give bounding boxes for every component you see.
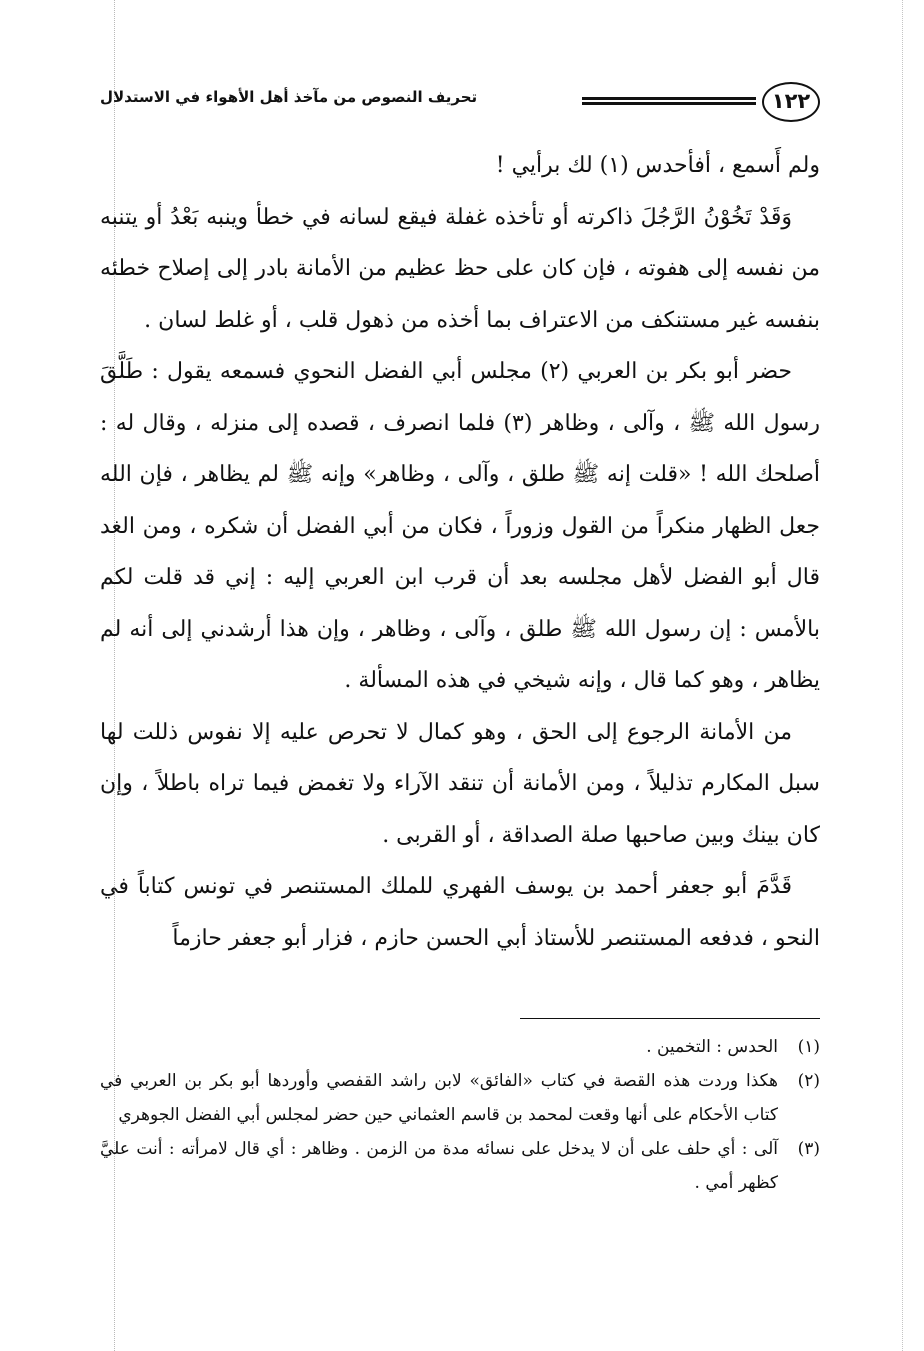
footnotes (100, 1030, 820, 1200)
paragraph: من الأمانة الرجوع إلى الحق ، وهو كمال لا تحرص عليه إلا نفوس ذللت لها سبل المكارم تذليلاً ، ومن الأمانة أن تنقد الآراء ولا تغمض فيما تراه باطلاً ، وإن كان بينك وبين صاحبها صلة الصداقة ، أو القربى . (100, 719, 820, 848)
book-page (100, 70, 820, 1290)
footnote-separator (520, 1018, 820, 1019)
footnote-text: الحدس : التخمين . (646, 1037, 778, 1057)
header-rule (582, 97, 756, 100)
footnote-text: آلى : أي حلف على أن لا يدخل على نسائه مدة من الزمن . وظاهر : أي قال لامرأته : أنت عليَّ كظهر أمي . (100, 1139, 778, 1193)
footnote-number: (١) (797, 1037, 820, 1057)
footnote-number: (٢) (797, 1071, 820, 1091)
paragraph: وَقَدْ تَخُوْنُ الرَّجُلَ ذاكرته أو تأخذه غفلة فيقع لسانه في خطأ وينبه بَعْدُ أو يتنبه من نفسه إلى هفوته ، فإن كان على حظ عظيم من الأمانة بادر إلى إصلاح خطئه بنفسه غير مستنكف من الاعتراف بما أخذه من ذهول قلب ، أو غلط لسان . (100, 204, 820, 333)
paragraph: حضر أبو بكر بن العربي (٢) مجلس أبي الفضل النحوي فسمعه يقول : طَلَّقَ رسول الله ﷺ ، وآلى ، وظاهر (٣) فلما انصرف ، قصده إلى منزله ، وقال له : أصلحك الله ! «قلت إنه ﷺ طلق ، وآلى ، وظاهر» وإنه ﷺ لم يظاهر ، فإن الله جعل الظهار منكراً من القول وزوراً ، فكان من أبي الفضل أن شكره ، ومن الغد قال أبو الفضل لأهل مجلسه بعد أن قرب ابن العربي إليه : إني قد قلت لكم بالأمس : إن رسول الله ﷺ طلق ، وآلى ، وظاهر ، وإن هذا أرشدني إلى أنه لم يظاهر ، وهو كما قال ، وإنه شيخي في هذه المسألة . (100, 359, 820, 693)
body-text (100, 140, 820, 964)
footnote-number: (٣) (797, 1139, 820, 1159)
footnote (100, 1030, 820, 1064)
paragraph: قَدَّمَ أبو جعفر أحمد بن يوسف الفهري للملك المستنصر في تونس كتاباً في النحو ، فدفعه المستنصر للأستاذ أبي الحسن حازم ، فزار أبو جعفر حازماً (100, 874, 820, 951)
paragraph: ولم أَسمع ، أفأحدس (١) لك برأيي ! (495, 153, 820, 178)
scan-edge-right (902, 0, 903, 1351)
running-title: تحريف النصوص من مآخذ أهل الأهواء في الاستدلال (100, 88, 478, 106)
page-number: ١٢٢ (762, 82, 820, 122)
page-header (100, 82, 820, 126)
footnote (100, 1132, 820, 1200)
footnote-text: هكذا وردت هذه القصة في كتاب «الفائق» لابن راشد القفصي وأوردها أبو بكر بن العربي في كتاب الأحكام على أنها وقعت لمحمد بن قاسم العثماني حين حضر لمجلس أبي الفضل الجوهري (100, 1071, 778, 1125)
footnote (100, 1064, 820, 1132)
